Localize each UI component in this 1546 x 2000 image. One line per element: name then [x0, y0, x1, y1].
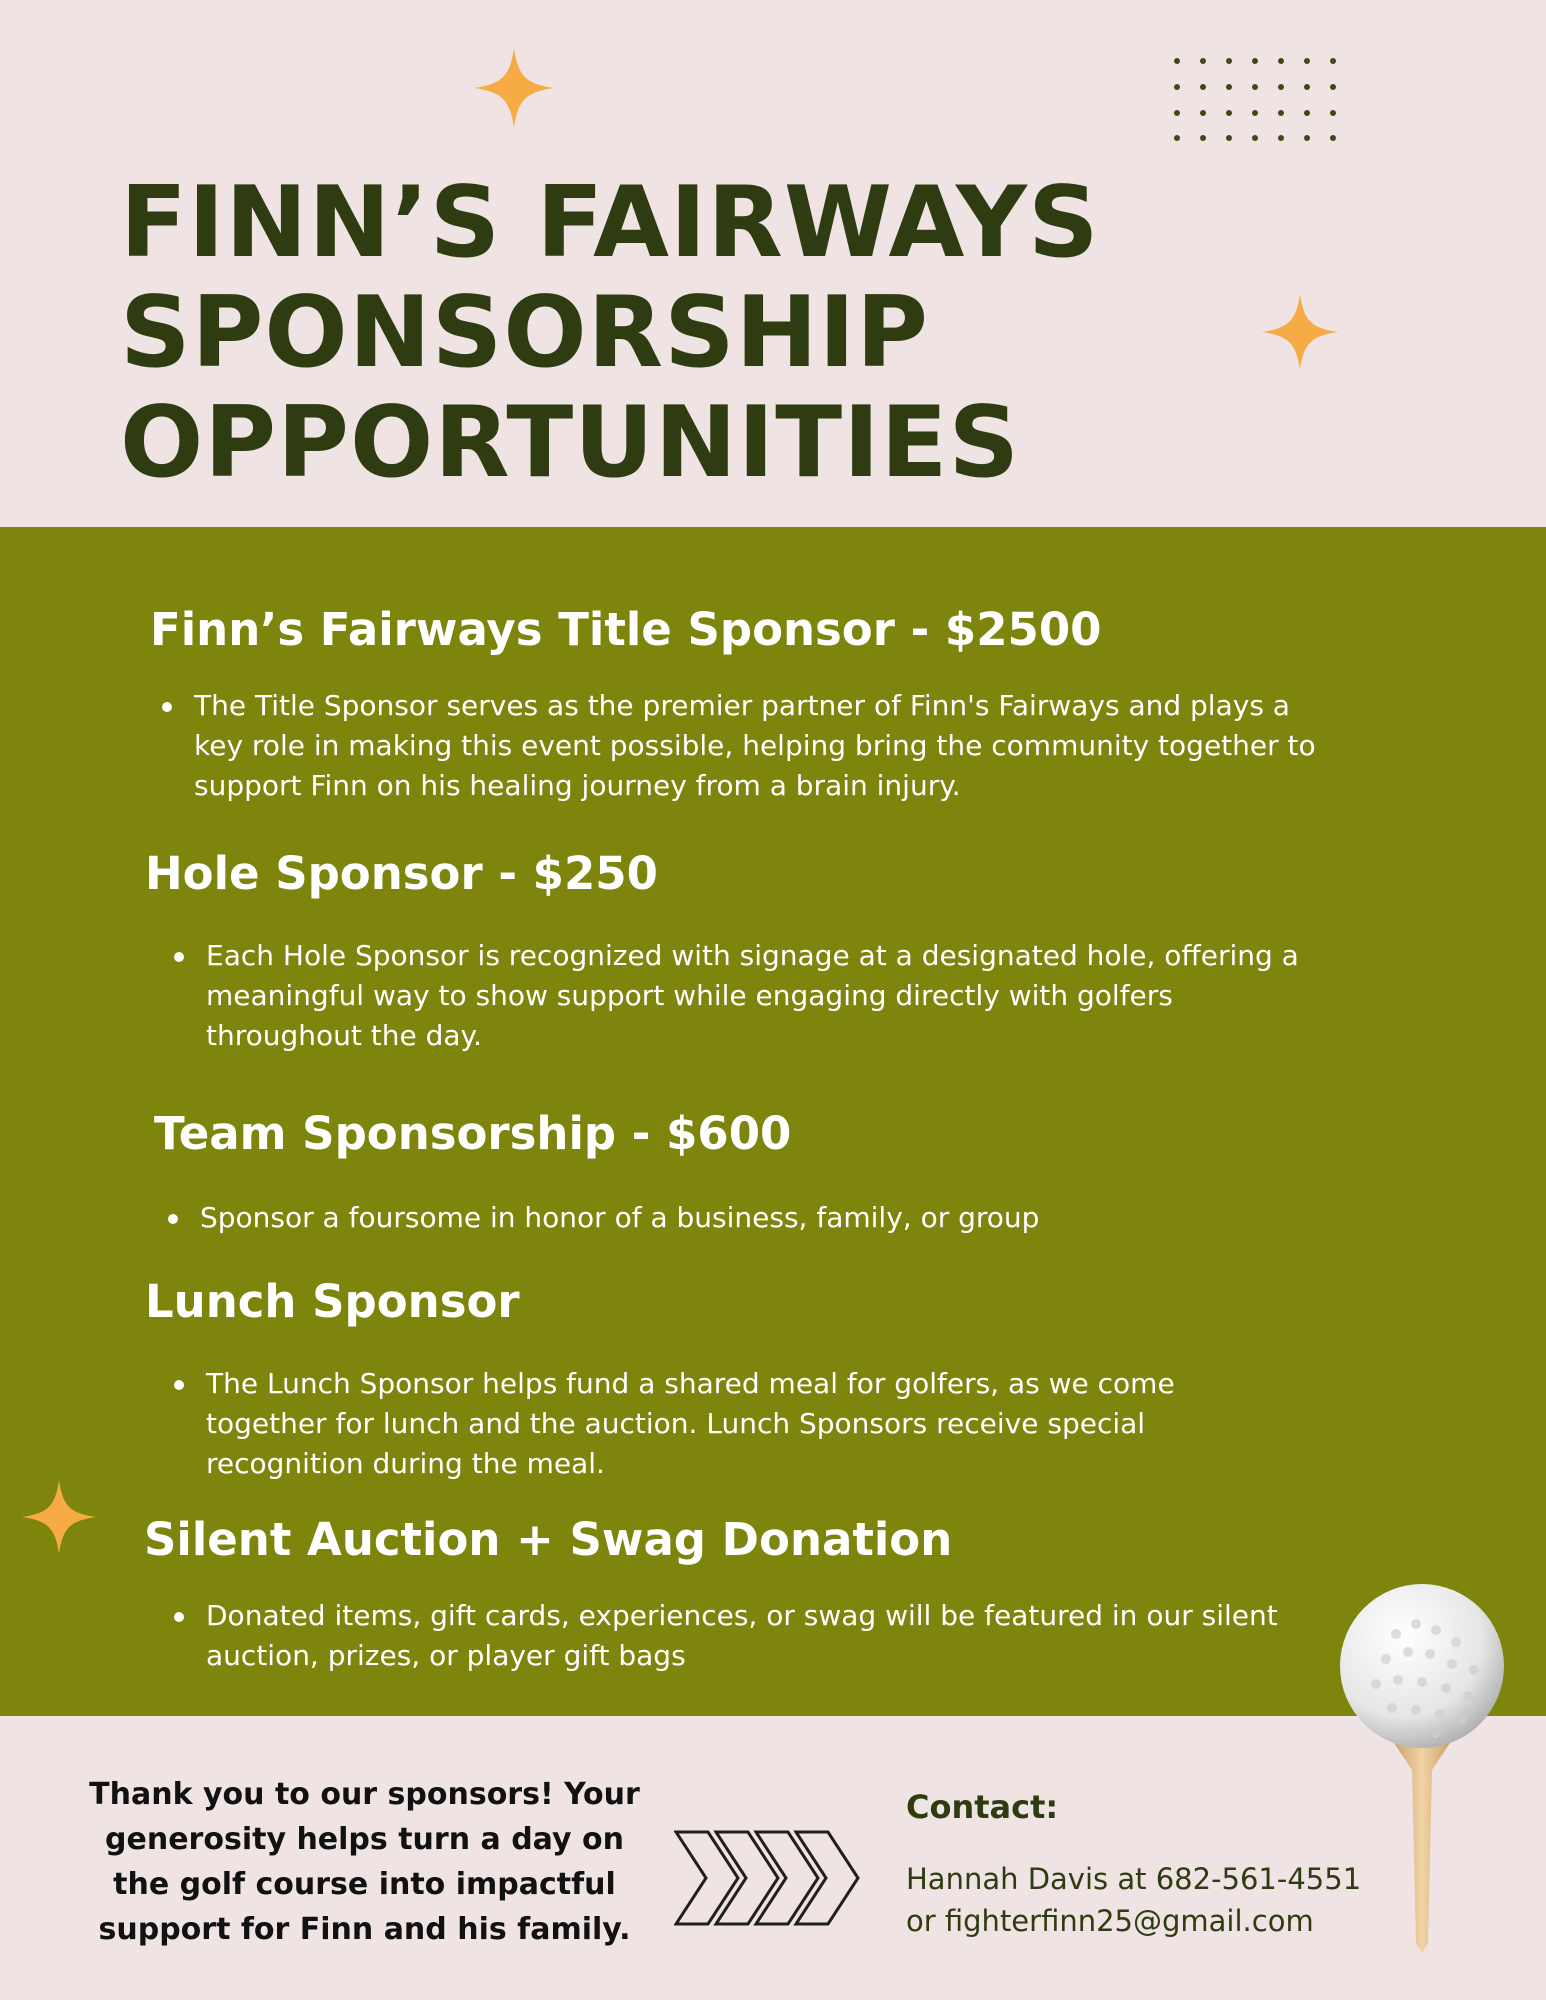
golf-ball-on-tee-illustration: [1336, 1584, 1508, 1954]
title-line: FINN’S FAIRWAYS: [120, 166, 1100, 280]
silent-auction-heading: Silent Auction + Swag Donation: [144, 1513, 953, 1566]
title-line: SPONSORSHIP: [120, 276, 929, 390]
list-item: Sponsor a foursome in honor of a business, family, or group: [164, 1198, 1314, 1238]
list-item: Donated items, gift cards, experiences, or swag will be featured in our silent auction, prizes, or player gift bags: [170, 1596, 1300, 1676]
thank-you-message: Thank you to our sponsors! Your generosity helps turn a day on the golf course into impactful support for Finn and his family.: [89, 1777, 640, 1947]
silent-auction-list: [170, 1596, 1300, 1676]
lunch-sponsor-list: [170, 1364, 1250, 1484]
sparkle-star-icon: [22, 1480, 96, 1554]
title-sponsor-heading: Finn’s Fairways Title Sponsor - $2500: [150, 603, 1102, 656]
chevron-arrows-icon: [674, 1830, 864, 1926]
lunch-sponsor-heading: Lunch Sponsor: [145, 1275, 520, 1328]
sparkle-star-icon: [474, 48, 554, 128]
title-sponsor-list: [158, 686, 1318, 806]
sparkle-star-icon: [1262, 294, 1338, 370]
contact-email[interactable]: or fighterfinn25@gmail.com: [906, 1904, 1314, 1938]
list-item: Each Hole Sponsor is recognized with signage at a designated hole, offering a meaningful way to show support while engaging directly with golfers throughout the day.: [170, 936, 1320, 1056]
team-sponsorship-heading: Team Sponsorship - $600: [154, 1107, 792, 1160]
contact-phone: Hannah Davis at 682-561-4551: [906, 1862, 1362, 1896]
hole-sponsor-list: [170, 936, 1320, 1056]
title-line: OPPORTUNITIES: [120, 386, 1021, 500]
list-item: The Title Sponsor serves as the premier partner of Finn's Fairways and plays a key role in making this event possible, helping bring the community together to support Finn on his healing journey from a brain injury.: [158, 686, 1318, 806]
hole-sponsor-heading: Hole Sponsor - $250: [145, 847, 658, 900]
team-sponsorship-list: [164, 1198, 1314, 1238]
contact-heading: Contact:: [906, 1788, 1059, 1826]
list-item: The Lunch Sponsor helps fund a shared meal for golfers, as we come together for lunch and the auction. Lunch Sponsors receive special recognition during the meal.: [170, 1364, 1250, 1484]
dot-grid-decoration: [1166, 54, 1346, 144]
page-title: [120, 168, 1100, 498]
